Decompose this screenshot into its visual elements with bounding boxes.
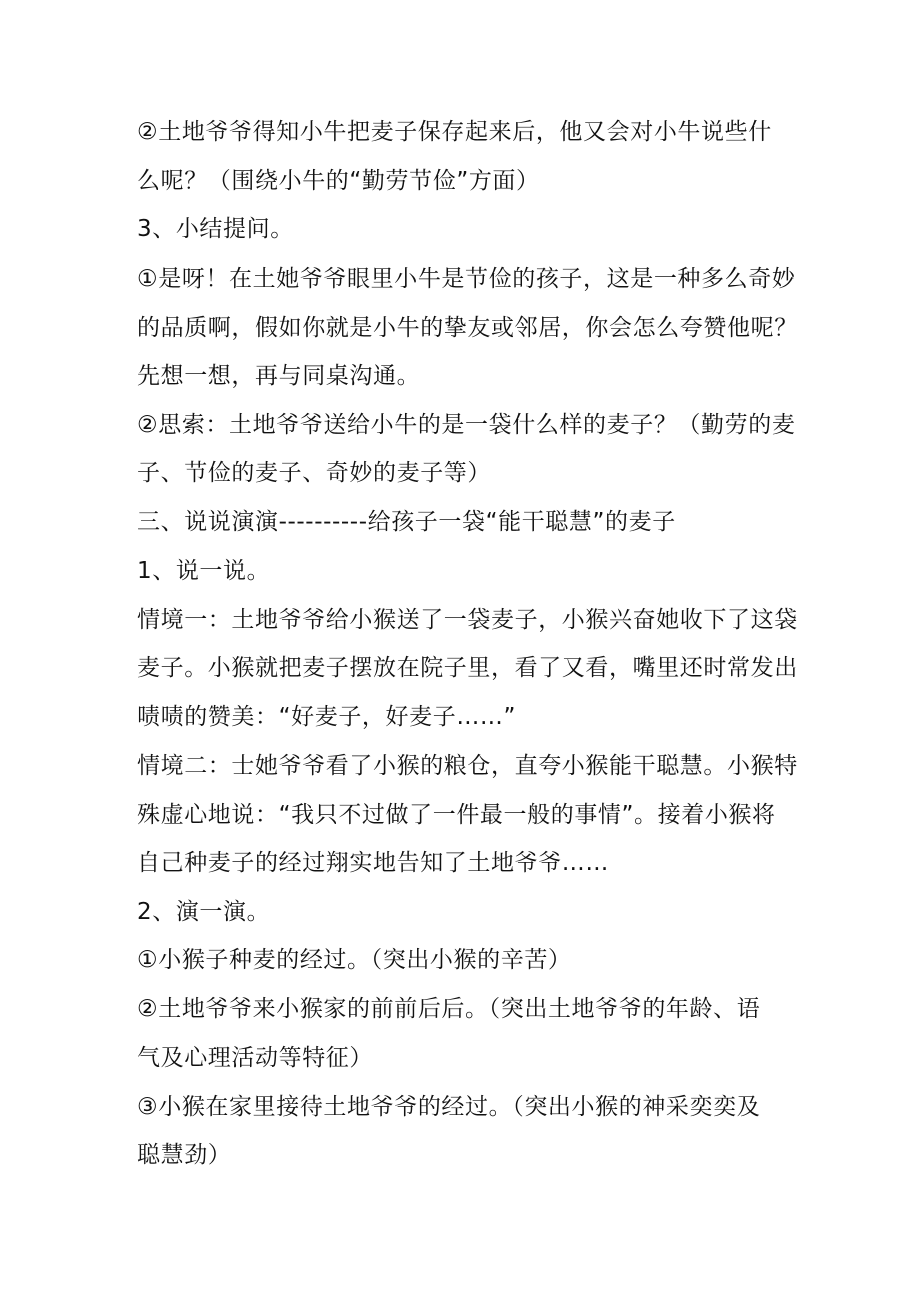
- text-line-21: ③小猴在家里接待土地爷爷的经过。（突出小猴的神采奕奕及: [137, 1094, 761, 1120]
- text-line-2: 么呢？（围绕小牛的“勤劳节俭”方面）: [137, 168, 540, 194]
- text-line-20: 气及心理活动等特征）: [137, 1045, 373, 1071]
- text-line-11: 情境一：土地爷爷给小猴送了一袋麦子，小猴兴奋她收下了这袋: [137, 607, 798, 633]
- section-heading: 三、说说演演----------给孩子一袋“能干聪慧”的麦子: [137, 509, 676, 535]
- text-line-12: 麦子。小猴就把麦子摆放在院子里，看了又看，嘴里还时常发出: [137, 655, 798, 681]
- text-line-3: 3、小结提问。: [137, 216, 294, 242]
- text-line-10: 1、说一说。: [137, 558, 271, 584]
- text-line-18: ①小猴子种麦的经过。（突出小猴的辛苦）: [137, 947, 572, 973]
- text-line-19: ②土地爷爷来小猴家的前前后后。（突出土地爷爷的年龄、语: [137, 996, 761, 1022]
- text-line-5: 的品质啊，假如你就是小牛的挚友或邻居，你会怎么夸赞他呢？: [137, 315, 798, 341]
- text-line-1: ②土地爷爷得知小牛把麦子保存起来后，他又会对小牛说些什: [137, 119, 772, 145]
- text-line-14: 情境二：士她爷爷看了小猴的粮仓，直夸小猴能干聪慧。小猴特: [137, 753, 798, 779]
- text-line-7: ②思索：土地爷爷送给小牛的是一袋什么样的麦子？（勤劳的麦: [137, 412, 796, 438]
- text-line-22: 聪慧劲）: [137, 1142, 232, 1168]
- text-line-15: 殊虚心地说：“我只不过做了一件最一般的事情”。接着小猴将: [137, 802, 776, 828]
- text-line-16: 自己种麦子的经过翔实地告知了土地爷爷……: [137, 850, 609, 876]
- text-line-6: 先想一想，再与同桌沟通。: [137, 363, 421, 389]
- text-line-17: 2、演一演。: [137, 899, 271, 925]
- text-line-13: 啧啧的赞美：“好麦子，好麦子……”: [137, 704, 517, 730]
- text-line-8: 子、节俭的麦子、奇妙的麦子等）: [137, 460, 491, 486]
- text-line-4: ①是呀！在土她爷爷眼里小牛是节俭的孩子，这是一种多么奇妙: [137, 266, 796, 292]
